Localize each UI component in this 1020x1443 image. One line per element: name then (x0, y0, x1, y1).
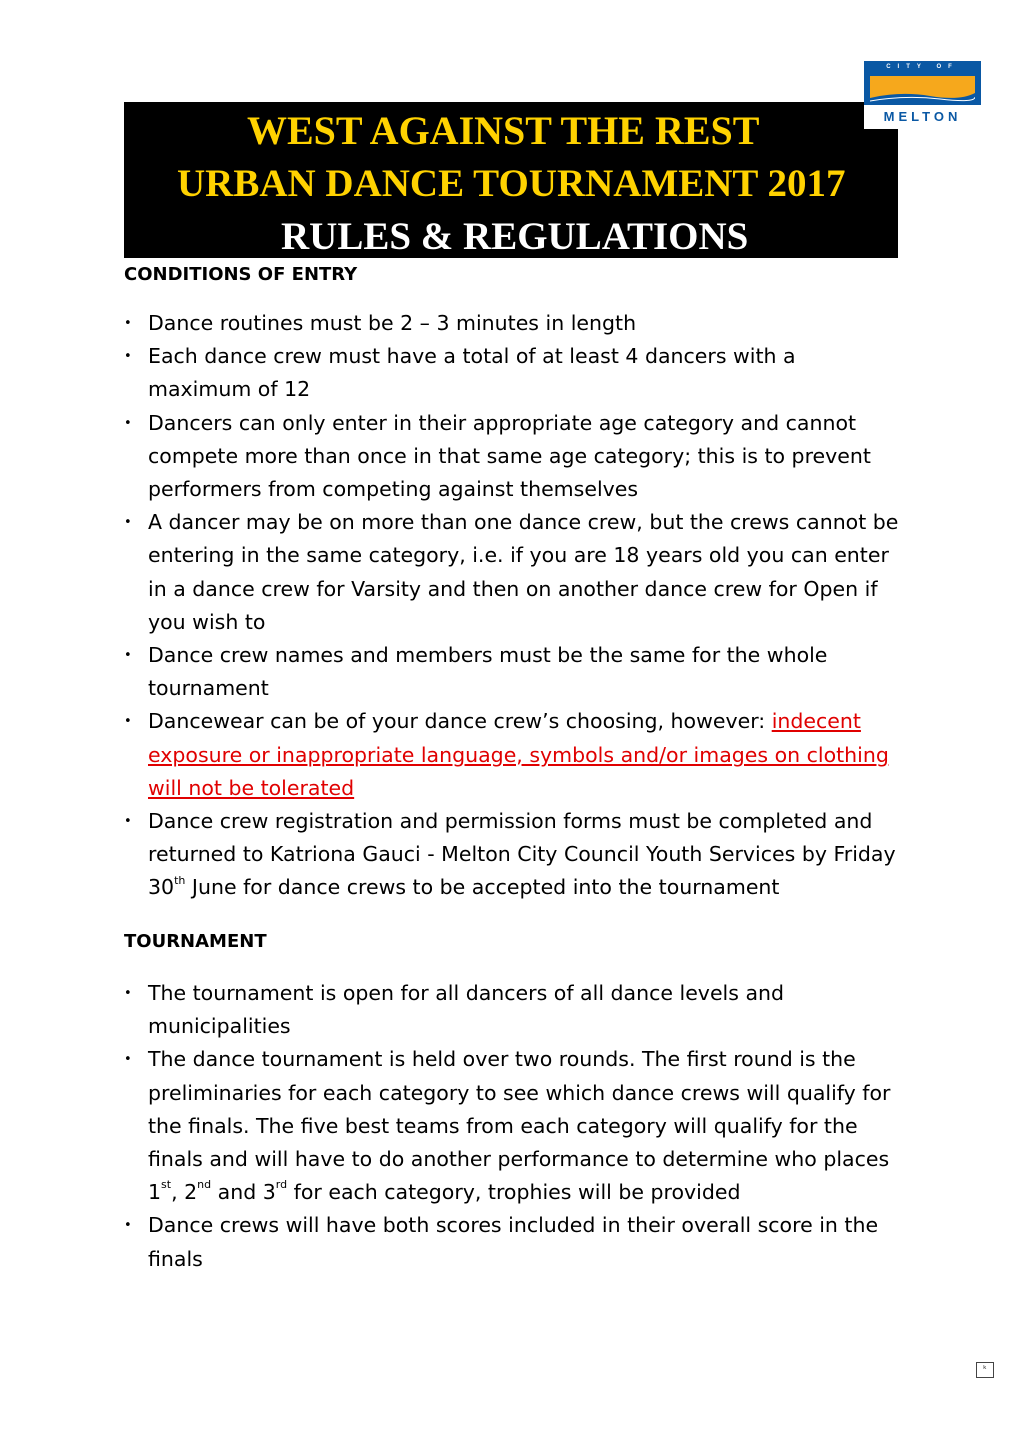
list-item: • Dance routines must be 2 – 3 minutes in length (124, 307, 904, 340)
dancewear-text: Dancewear can be of your dance crew’s choosing, however: (148, 709, 772, 734)
document-title: RULES & REGULATIONS (281, 215, 749, 258)
logo-melton-text: MELTON (883, 109, 962, 124)
conditions-heading: CONDITIONS OF ENTRY (124, 264, 358, 285)
list-item: • Dance crew names and members must be the same for the whole tournament (124, 639, 904, 705)
list-item-rounds (124, 1043, 904, 1209)
rounds-text: for each category, trophies will be provided (287, 1180, 741, 1205)
registration-text-end: June for dance crews to be accepted into the tournament (185, 875, 780, 900)
rounds-text: The dance tournament is held over two rounds. The first round is the preliminaries for each category to see which dance crews will qualify for the finals. The five best teams from each category will qualify for the finals and will have to do another performance to determine who places 1 (148, 1047, 891, 1205)
list-item: • A dancer may be on more than one dance crew, but the crews cannot be entering in the same category, i.e. if you are 18 years old you can enter in a dance crew for Varsity and then on another dance crew for Open if you wish to (124, 506, 904, 639)
list-item: • Each dance crew must have a total of at least 4 dancers with a maximum of 12 (124, 340, 904, 406)
list-item: • Dancers can only enter in their appropriate age category and cannot compete more than once in that same age category; this is to prevent performers from competing against themselves (124, 407, 904, 507)
list-item-dancewear (124, 705, 904, 805)
rounds-text: and 3 (211, 1180, 276, 1205)
list-item: • The tournament is open for all dancers of all dance levels and municipalities (124, 977, 904, 1043)
rounds-text: , 2 (171, 1180, 198, 1205)
registration-text: Dance crew registration and permission forms must be completed and returned to Katriona Gauci - Melton City Council Youth Services by Friday 30 (148, 809, 896, 900)
ordinal-suffix: nd (197, 1178, 212, 1192)
event-subtitle: URBAN DANCE TOURNAMENT 2017 (177, 162, 846, 205)
tournament-heading: TOURNAMENT (124, 931, 267, 952)
event-title: WEST AGAINST THE REST (247, 108, 760, 153)
dancewear-warning: indecent exposure or inappropriate language, symbols and/or images on clothing will not be tolerated (148, 709, 889, 800)
city-of-melton-logo (864, 61, 981, 129)
conditions-list (124, 307, 904, 905)
logo-wave-icon (870, 89, 975, 103)
list-item-registration (124, 805, 904, 905)
list-item: • Dance crews will have both scores included in their overall score in the finals (124, 1209, 904, 1275)
logo-city-of-text: CITY OF (886, 64, 959, 70)
tournament-list (124, 977, 904, 1276)
title-banner (124, 102, 898, 258)
ordinal-suffix: th (174, 873, 186, 887)
page-marker-icon: ᵏ (976, 1362, 994, 1378)
ordinal-suffix: st (161, 1178, 172, 1192)
ordinal-suffix: rd (275, 1178, 288, 1192)
